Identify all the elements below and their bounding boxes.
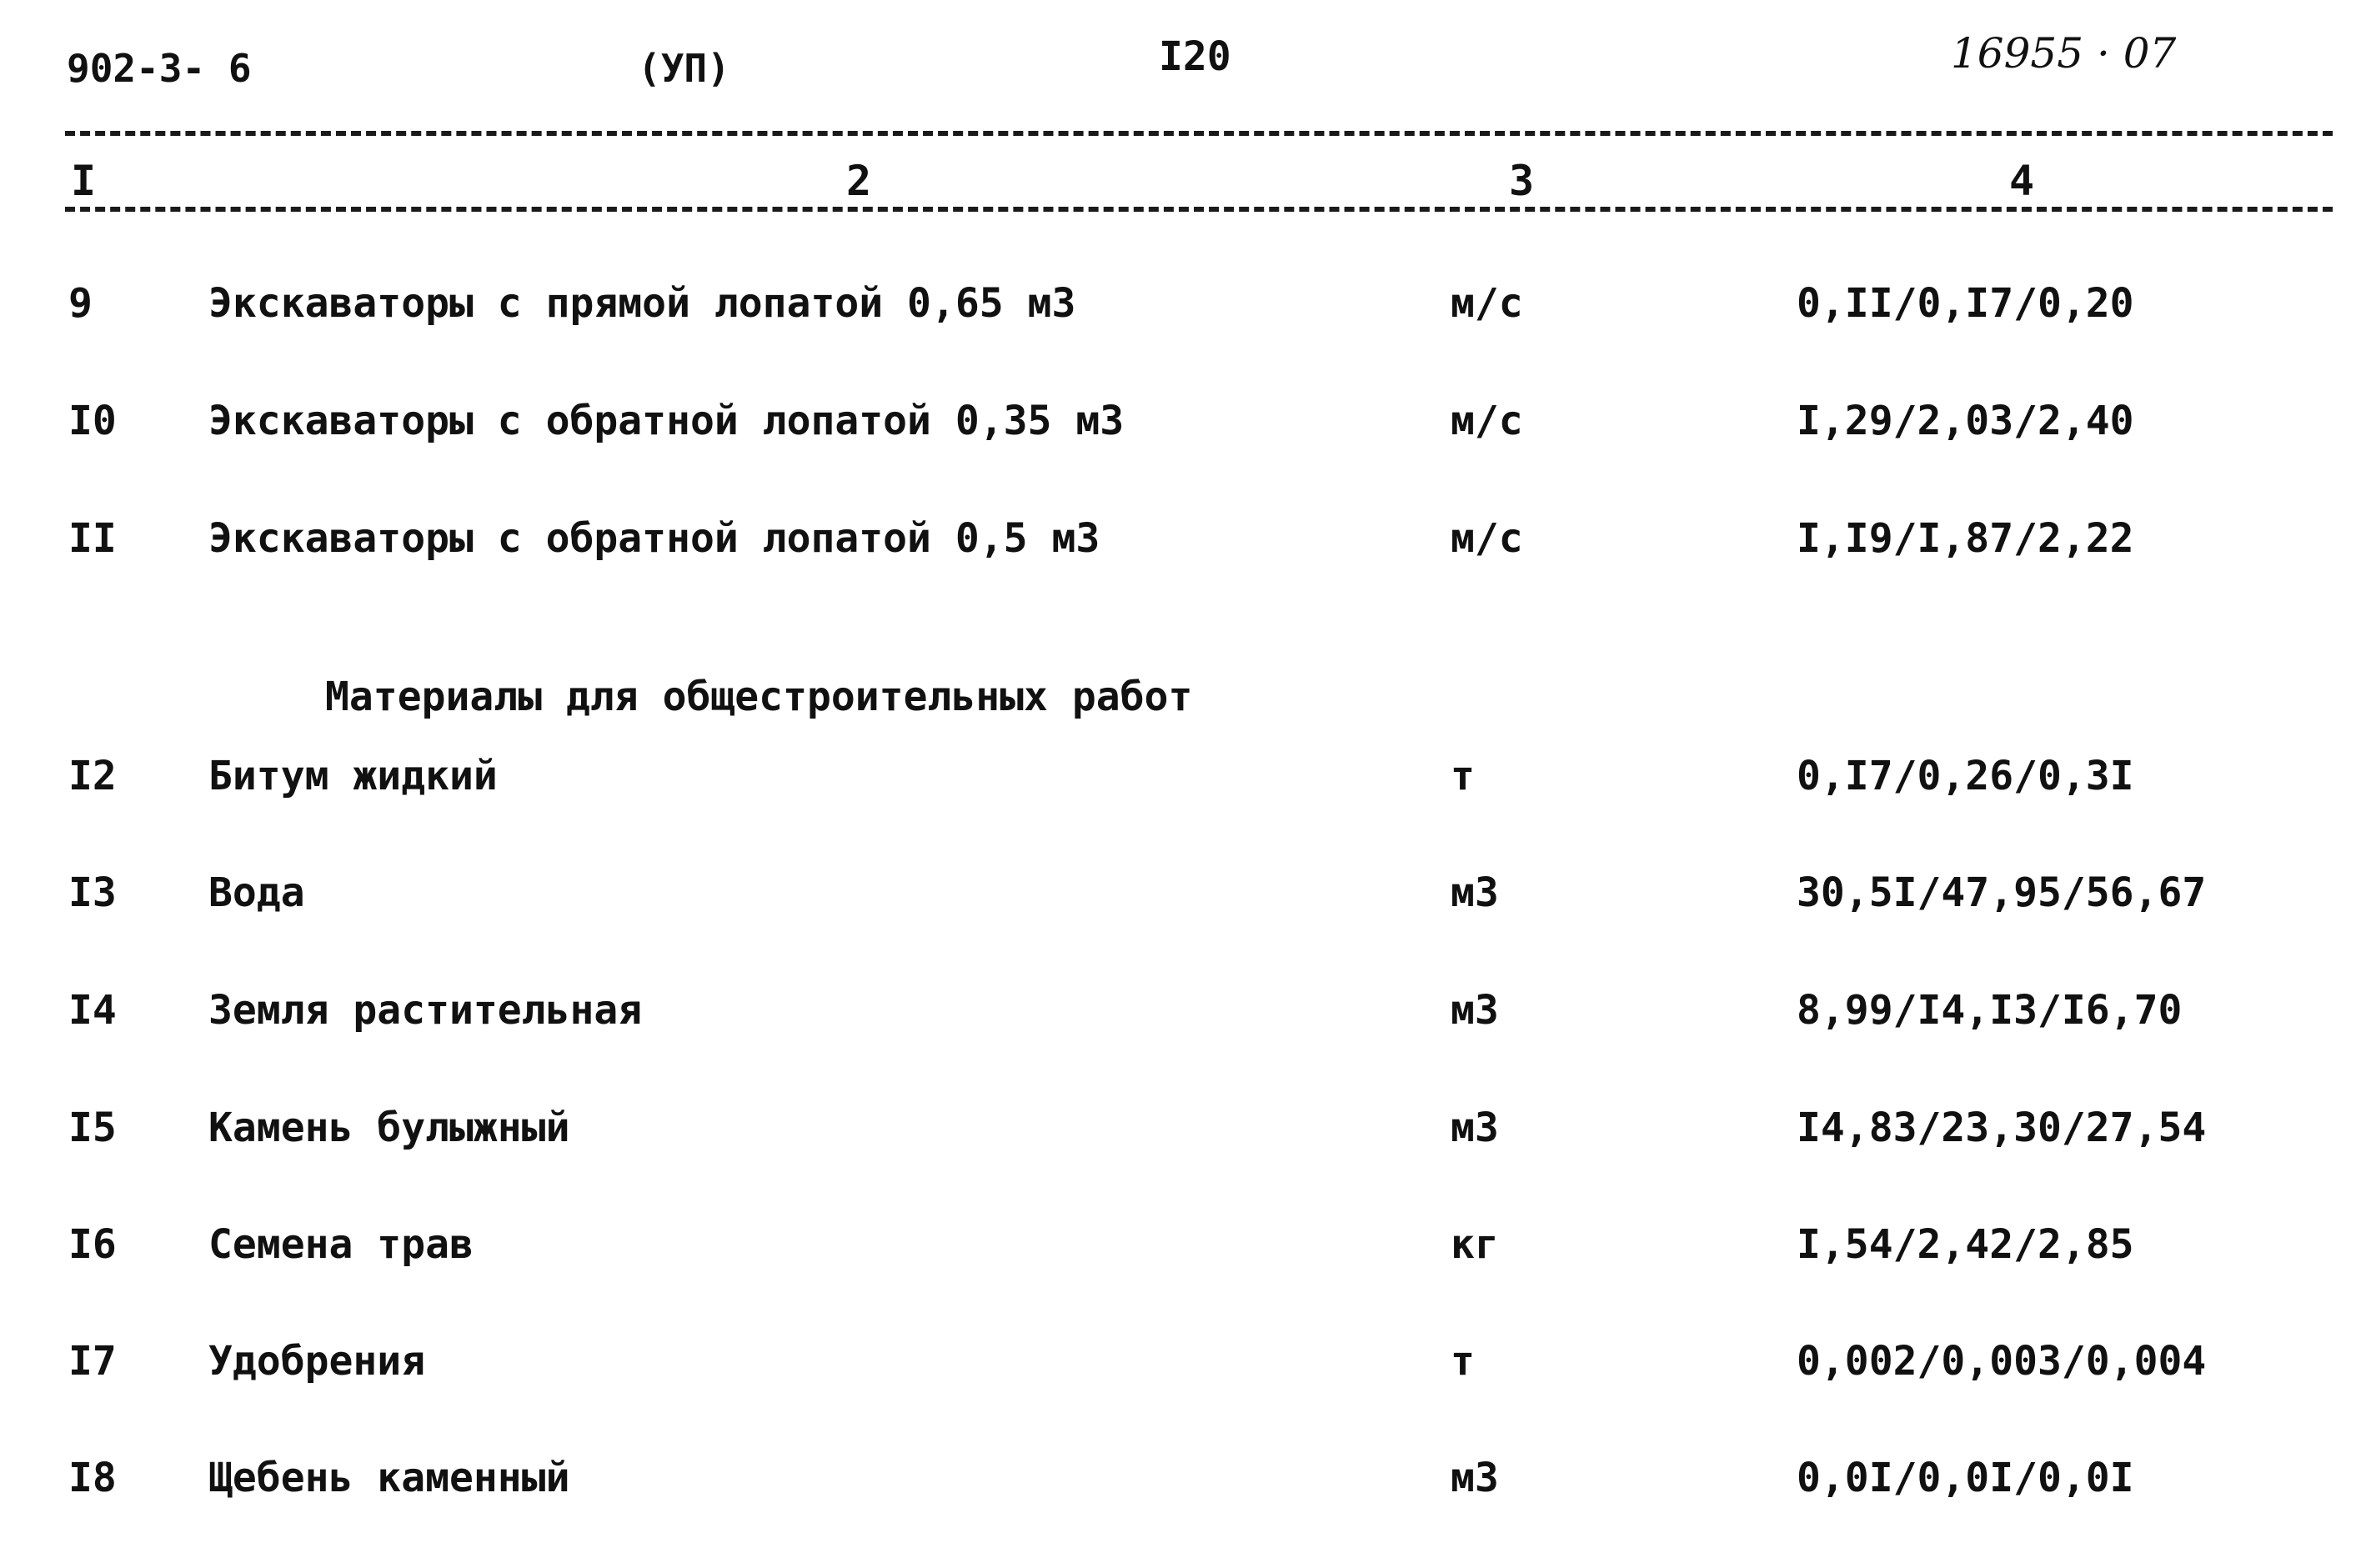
header-divider-bottom (65, 207, 2333, 212)
table-row (0, 1105, 2366, 1163)
row-unit: т (1451, 1338, 1475, 1385)
row-value: 0,0I/0,0I/0,0I (1797, 1455, 2134, 1501)
row-value: I,29/2,03/2,40 (1797, 398, 2134, 444)
row-value: 30,5I/47,95/56,67 (1797, 869, 2207, 916)
row-name: Земля растительная (208, 987, 643, 1034)
column-number-1: I (71, 157, 97, 205)
row-name: Экскаваторы с прямой лопатой 0,65 м3 (208, 280, 1076, 327)
row-unit: м3 (1451, 1105, 1499, 1151)
row-unit: м3 (1451, 987, 1499, 1034)
row-number: I6 (68, 1221, 117, 1268)
row-unit: т (1451, 753, 1475, 799)
row-name: Семена трав (208, 1221, 474, 1268)
table-row (0, 398, 2366, 456)
table-row (0, 280, 2366, 338)
document-code: 902-3- 6 (67, 46, 252, 91)
row-name: Экскаваторы с обратной лопатой 0,35 м3 (208, 398, 1125, 444)
row-name: Вода (208, 869, 305, 916)
row-unit: кг (1451, 1221, 1499, 1268)
table-row (0, 1221, 2366, 1280)
row-number: I0 (68, 398, 117, 444)
table-row (0, 515, 2366, 574)
row-value: I,54/2,42/2,85 (1797, 1221, 2134, 1268)
row-name: Камень булыжный (208, 1105, 570, 1151)
row-unit: м/с (1451, 398, 1523, 444)
row-number: I2 (68, 753, 117, 799)
handwritten-stamp: 16955 · 07 (1951, 29, 2177, 78)
row-unit: м/с (1451, 280, 1523, 327)
row-number: I7 (68, 1338, 117, 1385)
table-row (0, 1338, 2366, 1396)
row-number: II (68, 515, 117, 562)
column-number-4: 4 (2009, 157, 2035, 205)
row-number: I4 (68, 987, 117, 1034)
table-row (0, 987, 2366, 1045)
row-number: I8 (68, 1455, 117, 1501)
row-value: I4,83/23,30/27,54 (1797, 1105, 2207, 1151)
header-divider-top (65, 131, 2333, 136)
row-value: 0,I7/0,26/0,3I (1797, 753, 2134, 799)
sheet-mark: (УП) (638, 46, 730, 91)
row-value: 0,002/0,003/0,004 (1797, 1338, 2207, 1385)
row-number: I3 (68, 869, 117, 916)
row-unit: м3 (1451, 1455, 1499, 1501)
section-title: Материалы для общестроительных работ (325, 674, 1193, 720)
row-name: Битум жидкий (208, 753, 498, 799)
row-value: 0,II/0,I7/0,20 (1797, 280, 2134, 327)
table-row (0, 753, 2366, 811)
row-name: Щебень каменный (208, 1455, 570, 1501)
column-number-2: 2 (846, 157, 872, 205)
row-name: Экскаваторы с обратной лопатой 0,5 м3 (208, 515, 1100, 562)
row-number: 9 (68, 280, 93, 327)
row-value: 8,99/I4,I3/I6,70 (1797, 987, 2183, 1034)
table-row (0, 1455, 2366, 1513)
table-row (0, 869, 2366, 928)
row-name: Удобрения (208, 1338, 426, 1385)
row-unit: м3 (1451, 869, 1499, 916)
row-number: I5 (68, 1105, 117, 1151)
column-number-3: 3 (1509, 157, 1535, 205)
row-unit: м/с (1451, 515, 1523, 562)
page-number: I20 (1159, 33, 1231, 80)
row-value: I,I9/I,87/2,22 (1797, 515, 2134, 562)
